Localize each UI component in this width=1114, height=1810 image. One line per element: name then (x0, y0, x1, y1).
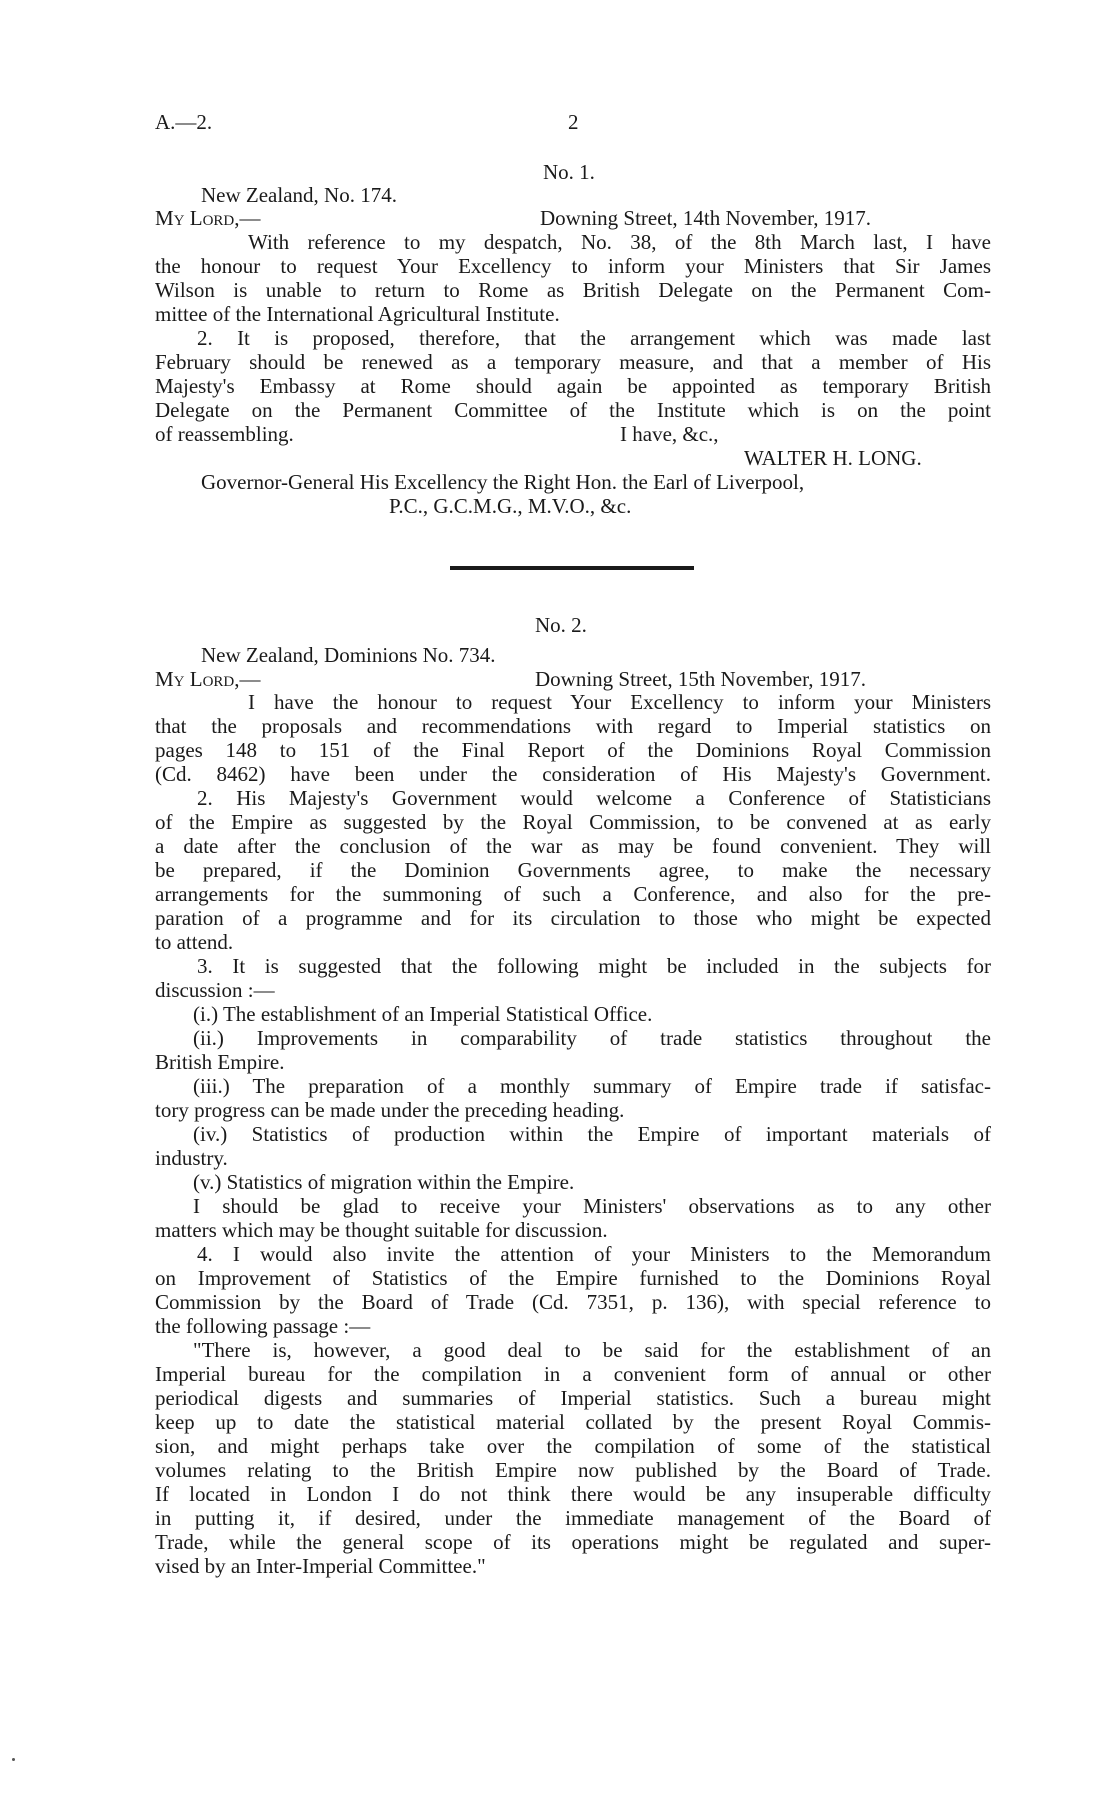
letter-2-list-item: (iii.) The preparation of a monthly summary of Empire trade if satisfac- (193, 1074, 991, 1098)
letter-2-line: a date after the conclusion of the war as may be found convenient. They will (155, 834, 991, 858)
letter-2-line: 4. I would also invite the attention of your Ministers to the Memorandum (197, 1242, 991, 1266)
letter-2-line: pages 148 to 151 of the Final Report of the Dominions Royal Commission (155, 738, 991, 762)
letter-1-address: Downing Street, 14th November, 1917. (540, 206, 872, 230)
letter-1-line: With reference to my despatch, No. 38, of the 8th March last, I have (248, 230, 991, 254)
letter-2-quote-line: in putting it, if desired, under the immediate management of the Board of (155, 1506, 991, 1530)
page-reference: A.—2. (155, 110, 213, 134)
letter-2-line: I have the honour to request Your Excellency to inform your Ministers (248, 690, 991, 714)
letter-2-line: on Improvement of Statistics of the Empire furnished to the Dominions Royal (155, 1266, 991, 1290)
letter-2-quote-line: periodical digests and summaries of Imperial statistics. Such a bureau might (155, 1386, 991, 1410)
letter-2-quote-line: If located in London I do not think there would be any insuperable difficulty (155, 1482, 991, 1506)
letter-2-salutation: My Lord,— (155, 667, 261, 691)
letter-2-line: 3. It is suggested that the following might be included in the subjects for (197, 954, 991, 978)
letter-2-line: of the Empire as suggested by the Royal Commission, to be convened at as early (155, 810, 991, 834)
letter-2-line: to attend. (155, 930, 234, 954)
letter-2-quote-line: volumes relating to the British Empire now published by the Board of Trade. (155, 1458, 991, 1482)
letter-2-line: Commission by the Board of Trade (Cd. 7351, p. 136), with special reference to (155, 1290, 991, 1314)
letter-2-line: arrangements for the summoning of such a Conference, and also for the pre- (155, 882, 991, 906)
letter-2-list-item: (ii.) Improvements in comparability of trade statistics throughout the (193, 1026, 991, 1050)
letter-2-quote-line: Trade, while the general scope of its operations might be regulated and super- (155, 1530, 991, 1554)
letter-2-line: I should be glad to receive your Ministers' observations as to any other (193, 1194, 991, 1218)
letter-2-quote-line: "There is, however, a good deal to be said for the establishment of an (193, 1338, 991, 1362)
letter-2-list-item: (v.) Statistics of migration within the Empire. (193, 1170, 575, 1194)
letter-1-addressee: Governor-General His Excellency the Right Hon. the Earl of Liverpool, (201, 470, 805, 494)
letter-1-line: of reassembling. (155, 422, 294, 446)
letter-1-line: Delegate on the Permanent Committee of the Institute which is on the point (155, 398, 991, 422)
section-divider (450, 566, 694, 570)
letter-2-dispatch: New Zealand, Dominions No. 734. (201, 643, 496, 667)
letter-1-addressee: P.C., G.C.M.G., M.V.O., &c. (389, 494, 632, 518)
letter-1-line: February should be renewed as a temporary measure, and that a member of His (155, 350, 991, 374)
letter-2-line: that the proposals and recommendations with regard to Imperial statistics on (155, 714, 991, 738)
letter-2-line: industry. (155, 1146, 228, 1170)
letter-1-salutation: My Lord,— (155, 206, 261, 230)
letter-2-quote-line: keep up to date the statistical material collated by the present Royal Commis- (155, 1410, 991, 1434)
letter-2-line: tory progress can be made under the preceding heading. (155, 1098, 625, 1122)
letter-1-line: Majesty's Embassy at Rome should again be appointed as temporary British (155, 374, 991, 398)
letter-2-line: discussion :— (155, 978, 275, 1002)
letter-1-line: 2. It is proposed, therefore, that the arrangement which was made last (197, 326, 991, 350)
letter-2-list-item: (i.) The establishment of an Imperial Statistical Office. (193, 1002, 653, 1026)
letter-2-line: the following passage :— (155, 1314, 371, 1338)
letter-2-line: be prepared, if the Dominion Governments agree, to make the necessary (155, 858, 991, 882)
letter-1-line: Wilson is unable to return to Rome as British Delegate on the Permanent Com- (155, 278, 991, 302)
letter-1-dispatch: New Zealand, No. 174. (201, 183, 397, 207)
letter-1-line: mittee of the International Agricultural Institute. (155, 302, 560, 326)
letter-2-line: (Cd. 8462) have been under the consideration of His Majesty's Government. (155, 762, 991, 786)
letter-2-quote-line: sion, and might perhaps take over the compilation of some of the statistical (155, 1434, 991, 1458)
letter-1-number: No. 1. (543, 160, 595, 184)
letter-2-list-item: (iv.) Statistics of production within the Empire of important materials of (193, 1122, 991, 1146)
letter-1-signature: WALTER H. LONG. (744, 446, 922, 470)
letter-2-address: Downing Street, 15th November, 1917. (535, 667, 867, 691)
letter-2-line: matters which may be thought suitable for discussion. (155, 1218, 608, 1242)
scan-speck (12, 1758, 15, 1761)
page-number: 2 (568, 110, 579, 134)
letter-2-number: No. 2. (535, 613, 587, 637)
letter-2-line: British Empire. (155, 1050, 285, 1074)
letter-2-line: 2. His Majesty's Government would welcome a Conference of Statisticians (197, 786, 991, 810)
letter-2-quote-line: vised by an Inter-Imperial Committee." (155, 1554, 486, 1578)
letter-2-quote-line: Imperial bureau for the compilation in a convenient form of annual or other (155, 1362, 991, 1386)
letter-2-line: paration of a programme and for its circulation to those who might be expected (155, 906, 991, 930)
letter-1-line: the honour to request Your Excellency to inform your Ministers that Sir James (155, 254, 991, 278)
letter-1-closing: I have, &c., (620, 422, 719, 446)
